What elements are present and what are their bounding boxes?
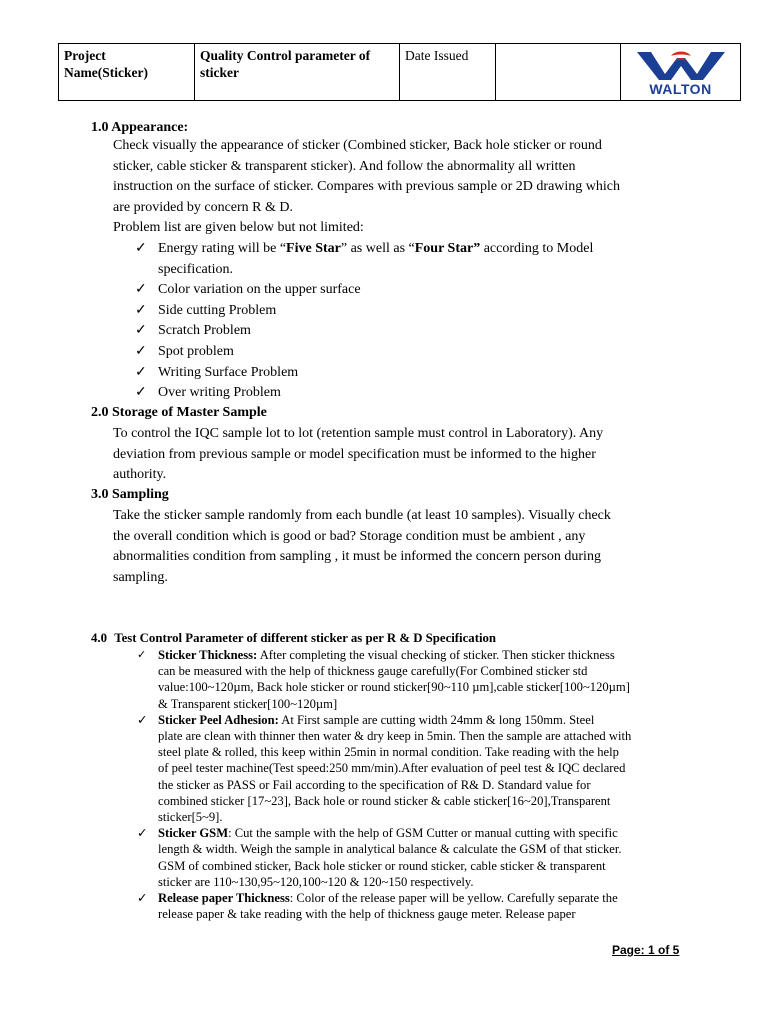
sticker-thickness-line: can be measured with the help of thickness gauge carefully(For Combined sticker std (158, 664, 588, 679)
checklist-item-label: Spot problem (158, 343, 234, 359)
checkmark-icon: ✓ (135, 302, 147, 318)
checklist-item (135, 383, 593, 404)
project-label-line1: Project (64, 48, 106, 63)
peel-adhesion-line: sticker[5~9]. (158, 810, 223, 825)
section-4-heading (91, 628, 496, 648)
peel-adhesion-line: steel plate & rolled, this keep within 25min in normal condition. Take reading with the help (158, 745, 619, 760)
test-parameters-list (135, 647, 685, 922)
checkmark-icon: ✓ (135, 282, 147, 298)
document-header-table (58, 43, 741, 101)
section-4-number: 4.0 (91, 631, 107, 645)
checkmark-icon: ✓ (137, 891, 148, 906)
sticker-thickness-line: & Transparent sticker[100~120µm] (158, 696, 338, 711)
document-title-cell (195, 44, 400, 100)
peel-adhesion-line: combined sticker [17~23], Back hole or round sticker & cable sticker[16~20],Transparent (158, 793, 611, 808)
checklist-item (135, 301, 593, 322)
energy-rating-text-e: according to Model (480, 241, 594, 256)
checklist-item (135, 280, 593, 301)
section-1-line: instruction on the surface of sticker. Compares with previous sample or 2D drawing which (113, 179, 620, 195)
sticker-gsm-line: length & width. Weigh the sample in analytical balance & calculate the GSM of that sticker. (158, 842, 622, 857)
sticker-gsm-line: sticker are 110~130,95~120,100~120 & 120~150 respectively. (158, 874, 474, 889)
checkmark-icon: ✓ (135, 385, 147, 401)
section-2-line: To control the IQC sample lot to lot (retention sample must control in Laboratory). Any (113, 426, 604, 441)
walton-logo (631, 48, 731, 96)
section-3-heading: 3.0 Sampling (91, 487, 169, 502)
sticker-thickness-line: After completing the visual checking of sticker. Then sticker thickness (257, 648, 615, 662)
peel-adhesion-line: plate are clean with thinner then water & dry keep in 5min. Then the sample are attached with (158, 729, 632, 744)
date-issued-value-cell (496, 44, 621, 100)
document-title-line1: Quality Control parameter of (200, 48, 371, 63)
checkmark-icon: ✓ (137, 712, 148, 727)
walton-logo-text: WALTON (649, 81, 712, 97)
checklist-item-label: Side cutting Problem (158, 302, 277, 318)
checklist-item (135, 321, 593, 342)
release-paper-label: Release paper Thickness (158, 891, 290, 906)
sticker-thickness-line: value:100~120µm, Back hole sticker or round sticker[90~110 µm],cable sticker[100~120µm] (158, 680, 630, 695)
energy-rating-text-a: Energy rating will be “ (158, 241, 287, 256)
checklist-item (135, 239, 593, 280)
problem-checklist (135, 239, 593, 404)
date-issued-label: Date Issued (405, 48, 469, 63)
section-3-line: Take the sticker sample randomly from each bundle (at least 10 samples). Visually check (113, 508, 611, 523)
section-2-line: deviation from previous sample or model specification must be informed to the higher (113, 446, 596, 462)
sticker-gsm-line: GSM of combined sticker, Back hole sticker or round sticker, cable sticker & transparent (158, 858, 606, 873)
section-3-line: abnormalities condition from sampling , it must be informed the concern person during (113, 549, 601, 565)
walton-logo-mark-icon (631, 48, 731, 82)
checkmark-icon: ✓ (135, 364, 147, 380)
page-number: Page: 1 of 5 (612, 943, 680, 957)
energy-rating-text-f: specification. (158, 261, 234, 277)
section-1-line: are provided by concern R & D. (113, 199, 293, 215)
section-2-paragraph (113, 424, 673, 486)
checklist-item (135, 342, 593, 363)
section-3-line: sampling. (113, 569, 168, 585)
checklist-item-label: Over writing Problem (158, 385, 281, 401)
sticker-thickness-item (135, 647, 685, 712)
date-issued-label-cell (400, 44, 496, 100)
checkmark-icon: ✓ (137, 649, 147, 661)
section-1-line: Problem list are given below but not limited: (113, 220, 364, 236)
section-2-line: authority. (113, 467, 167, 483)
peel-adhesion-line: the sticker as PASS or Fail according to the specification of R& D. Standard value for (158, 777, 591, 792)
peel-adhesion-item (135, 712, 685, 825)
sticker-thickness-label: Sticker Thickness: (158, 648, 258, 662)
section-2-heading: 2.0 Storage of Master Sample (91, 405, 267, 420)
section-1-heading: 1.0 Appearance: (91, 120, 189, 135)
release-paper-item (135, 890, 685, 922)
section-1-line: Check visually the appearance of sticker (Combined sticker, Back hole sticker or round (113, 138, 602, 153)
project-name-cell (59, 44, 195, 100)
four-star-text: Four Star” (414, 241, 481, 256)
energy-rating-text-c: ” as well as “ (340, 241, 415, 256)
release-paper-line: release paper & take reading with the help of thickness gauge meter. Release paper (158, 907, 576, 922)
section-1-paragraph (113, 136, 673, 239)
checkmark-icon: ✓ (135, 343, 147, 359)
checkmark-icon: ✓ (135, 241, 147, 256)
section-1-line: sticker, cable sticker & transparent sticker). And follow the abnormality all written (113, 158, 576, 174)
checklist-item-label: Scratch Problem (158, 323, 251, 339)
checklist-item-label: Color variation on the upper surface (158, 282, 361, 298)
sticker-gsm-label: Sticker GSM (158, 826, 229, 841)
project-label-line2: Name(Sticker) (64, 65, 148, 80)
checkmark-icon: ✓ (135, 323, 147, 339)
section-3-line: the overall condition which is good or bad? Storage condition must be ambient , any (113, 528, 586, 544)
logo-cell (621, 44, 740, 100)
peel-adhesion-label: Sticker Peel Adhesion: (158, 712, 279, 727)
release-paper-line: : Color of the release paper will be yellow. Carefully separate the (289, 891, 618, 906)
five-star-text: Five Star (286, 241, 341, 256)
checklist-item-label: Writing Surface Problem (158, 364, 299, 380)
peel-adhesion-line: of peel tester machine(Test speed:250 mm/min).After evaluation of peel test & IQC declared (158, 761, 626, 776)
checkmark-icon: ✓ (137, 826, 148, 841)
section-4-title: Test Control Parameter of different sticker as per R & D Specification (114, 631, 497, 645)
peel-adhesion-line: At First sample are cutting width 24mm & long 150mm. Steel (278, 712, 595, 727)
sticker-gsm-line: : Cut the sample with the help of GSM Cutter or manual cutting with specific (228, 826, 618, 841)
sticker-gsm-item (135, 825, 685, 890)
section-3-paragraph (113, 506, 673, 588)
checklist-item (135, 363, 593, 384)
document-title-line2: sticker (200, 65, 239, 80)
